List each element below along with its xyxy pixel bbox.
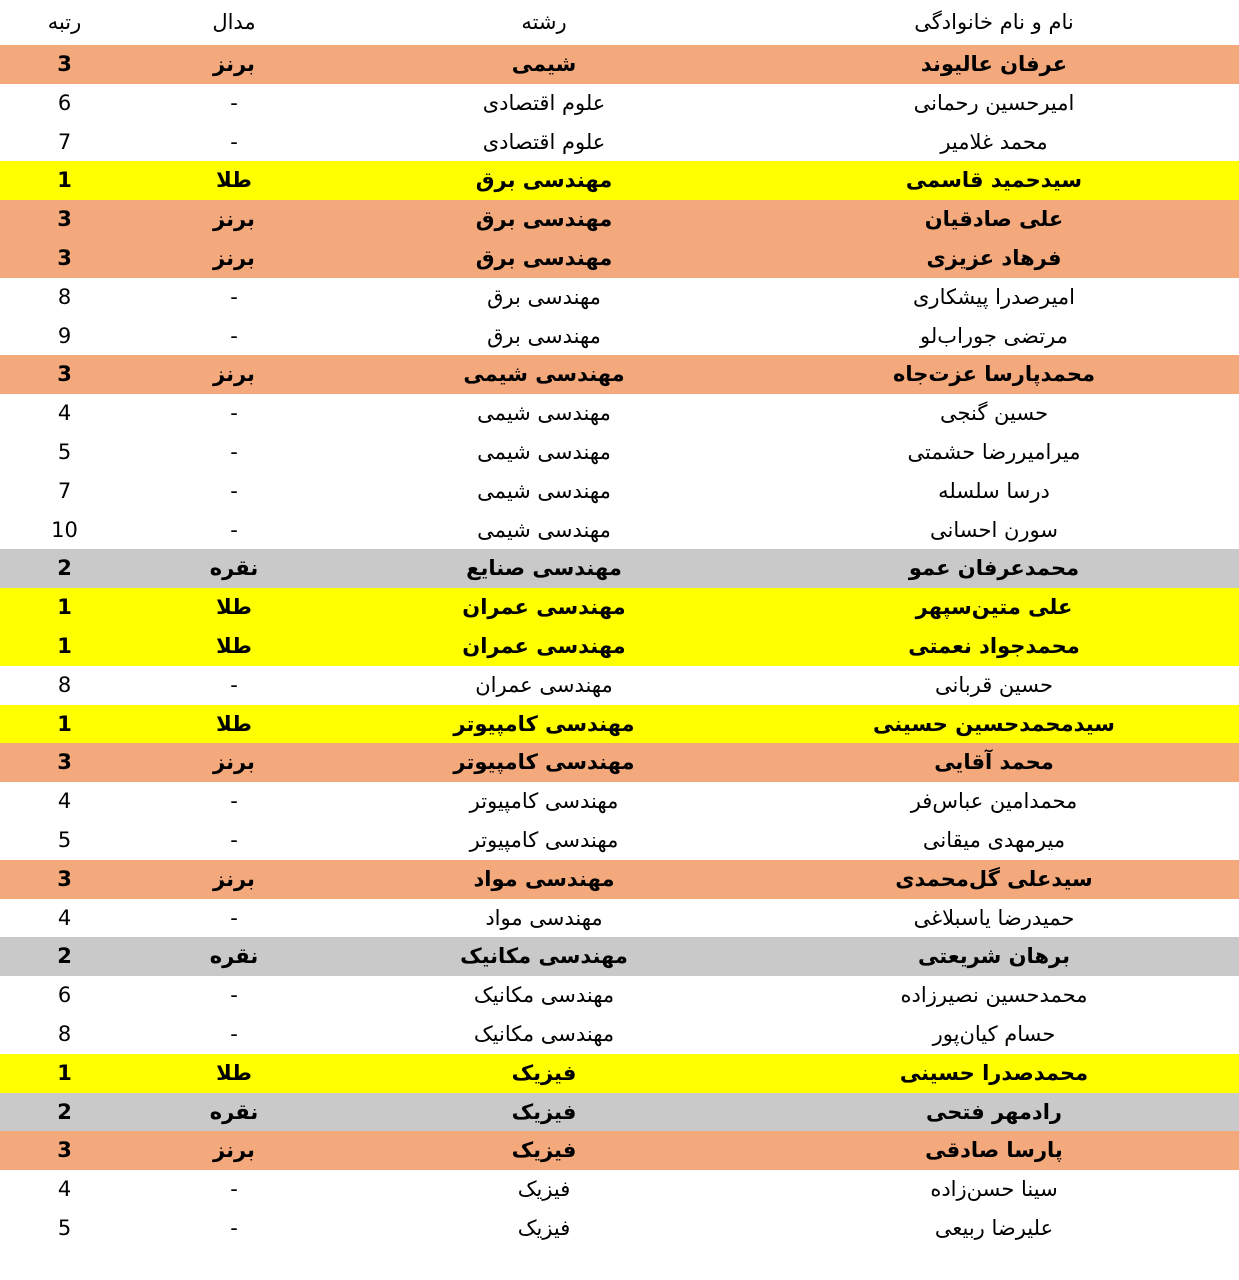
cell-medal: برنز <box>129 1131 339 1170</box>
cell-name: حسام کیان‌پور <box>749 1015 1239 1054</box>
cell-rank: 3 <box>0 200 129 239</box>
cell-rank: 1 <box>0 705 129 744</box>
cell-field: مهندسی شیمی <box>339 355 749 394</box>
cell-rank: 6 <box>0 976 129 1015</box>
column-header-name: نام و نام خانوادگی <box>749 0 1239 45</box>
cell-field: مهندسی کامپیوتر <box>339 782 749 821</box>
table-row <box>0 588 1239 627</box>
cell-medal: - <box>129 84 339 123</box>
cell-field: مهندسی شیمی <box>339 433 749 472</box>
cell-field: مهندسی کامپیوتر <box>339 705 749 744</box>
table-row <box>0 511 1239 550</box>
cell-medal: - <box>129 278 339 317</box>
cell-medal: - <box>129 821 339 860</box>
cell-name: علیرضا ربیعی <box>749 1209 1239 1248</box>
cell-field: مهندسی مواد <box>339 899 749 938</box>
cell-field: مهندسی مکانیک <box>339 976 749 1015</box>
table-row <box>0 1131 1239 1170</box>
cell-medal: - <box>129 394 339 433</box>
cell-rank: 8 <box>0 1015 129 1054</box>
cell-rank: 1 <box>0 627 129 666</box>
table-row <box>0 433 1239 472</box>
cell-name: سینا حسن‌زاده <box>749 1170 1239 1209</box>
cell-medal: - <box>129 976 339 1015</box>
table-row <box>0 1054 1239 1093</box>
cell-medal: برنز <box>129 743 339 782</box>
cell-rank: 4 <box>0 1170 129 1209</box>
table-row <box>0 1093 1239 1132</box>
cell-medal: طلا <box>129 627 339 666</box>
cell-medal: برنز <box>129 860 339 899</box>
cell-rank: 2 <box>0 549 129 588</box>
table-row <box>0 937 1239 976</box>
cell-rank: 5 <box>0 433 129 472</box>
table-row <box>0 1170 1239 1209</box>
cell-medal: طلا <box>129 161 339 200</box>
cell-field: مهندسی برق <box>339 239 749 278</box>
table-row <box>0 705 1239 744</box>
cell-name: سیدحمید قاسمی <box>749 161 1239 200</box>
table-row <box>0 317 1239 356</box>
cell-field: مهندسی عمران <box>339 666 749 705</box>
table-row <box>0 860 1239 899</box>
cell-medal: طلا <box>129 1054 339 1093</box>
table-row <box>0 976 1239 1015</box>
cell-field: فیزیک <box>339 1054 749 1093</box>
cell-name: حسین گنجی <box>749 394 1239 433</box>
table-row <box>0 899 1239 938</box>
cell-rank: 4 <box>0 899 129 938</box>
cell-medal: نقره <box>129 549 339 588</box>
cell-rank: 3 <box>0 355 129 394</box>
table-row <box>0 821 1239 860</box>
cell-field: علوم اقتصادی <box>339 123 749 162</box>
table-header-row <box>0 0 1239 45</box>
table-row <box>0 782 1239 821</box>
table-row <box>0 1209 1239 1248</box>
cell-rank: 5 <box>0 1209 129 1248</box>
cell-field: مهندسی برق <box>339 278 749 317</box>
table-row <box>0 123 1239 162</box>
cell-medal: برنز <box>129 239 339 278</box>
cell-rank: 8 <box>0 278 129 317</box>
cell-name: پارسا صادقی <box>749 1131 1239 1170</box>
cell-field: مهندسی برق <box>339 161 749 200</box>
cell-medal: - <box>129 123 339 162</box>
cell-name: علی صادقیان <box>749 200 1239 239</box>
cell-name: امیرصدرا پیشکاری <box>749 278 1239 317</box>
cell-field: مهندسی شیمی <box>339 394 749 433</box>
table-row <box>0 355 1239 394</box>
cell-name: فرهاد عزیزی <box>749 239 1239 278</box>
cell-medal: - <box>129 472 339 511</box>
table-row <box>0 45 1239 84</box>
cell-field: فیزیک <box>339 1131 749 1170</box>
cell-name: محمد آقایی <box>749 743 1239 782</box>
cell-field: فیزیک <box>339 1170 749 1209</box>
cell-rank: 2 <box>0 1093 129 1132</box>
cell-rank: 1 <box>0 1054 129 1093</box>
cell-rank: 3 <box>0 239 129 278</box>
cell-medal: برنز <box>129 355 339 394</box>
cell-name: میرمهدی میقانی <box>749 821 1239 860</box>
cell-medal: - <box>129 899 339 938</box>
cell-name: محمدپارسا عزت‌جاه <box>749 355 1239 394</box>
cell-name: حسین قربانی <box>749 666 1239 705</box>
table-row <box>0 161 1239 200</box>
cell-rank: 1 <box>0 588 129 627</box>
cell-field: مهندسی برق <box>339 317 749 356</box>
cell-medal: نقره <box>129 1093 339 1132</box>
cell-field: مهندسی مکانیک <box>339 937 749 976</box>
cell-medal: طلا <box>129 588 339 627</box>
cell-field: فیزیک <box>339 1209 749 1248</box>
cell-rank: 3 <box>0 743 129 782</box>
cell-field: مهندسی شیمی <box>339 472 749 511</box>
cell-medal: - <box>129 317 339 356</box>
cell-medal: برنز <box>129 200 339 239</box>
table-row <box>0 239 1239 278</box>
cell-name: حمیدرضا یاسبلاغی <box>749 899 1239 938</box>
cell-name: عرفان عالیوند <box>749 45 1239 84</box>
table-row <box>0 549 1239 588</box>
cell-name: محمدصدرا حسینی <box>749 1054 1239 1093</box>
column-header-field: رشته <box>339 0 749 45</box>
cell-rank: 3 <box>0 45 129 84</box>
table-row <box>0 472 1239 511</box>
cell-field: مهندسی کامپیوتر <box>339 821 749 860</box>
table-row <box>0 84 1239 123</box>
cell-medal: - <box>129 666 339 705</box>
cell-field: مهندسی برق <box>339 200 749 239</box>
column-header-rank: رتبه <box>0 0 129 45</box>
cell-name: میرامیررضا حشمتی <box>749 433 1239 472</box>
cell-field: مهندسی کامپیوتر <box>339 743 749 782</box>
table-row <box>0 743 1239 782</box>
cell-name: درسا سلسله <box>749 472 1239 511</box>
cell-rank: 4 <box>0 782 129 821</box>
cell-field: شیمی <box>339 45 749 84</box>
cell-name: محمد غلامیر <box>749 123 1239 162</box>
cell-medal: - <box>129 511 339 550</box>
cell-medal: - <box>129 1015 339 1054</box>
table-row <box>0 1015 1239 1054</box>
table-row <box>0 666 1239 705</box>
cell-name: رادمهر فتحی <box>749 1093 1239 1132</box>
table-row <box>0 627 1239 666</box>
cell-medal: نقره <box>129 937 339 976</box>
cell-field: مهندسی عمران <box>339 627 749 666</box>
table-row <box>0 394 1239 433</box>
cell-medal: طلا <box>129 705 339 744</box>
cell-name: برهان شریعتی <box>749 937 1239 976</box>
cell-rank: 7 <box>0 123 129 162</box>
cell-medal: - <box>129 782 339 821</box>
cell-name: علی متین‌سپهر <box>749 588 1239 627</box>
table-row <box>0 200 1239 239</box>
cell-name: محمدجواد نعمتی <box>749 627 1239 666</box>
cell-name: امیرحسین رحمانی <box>749 84 1239 123</box>
table-row <box>0 278 1239 317</box>
cell-field: فیزیک <box>339 1093 749 1132</box>
cell-name: محمدامین عباس‌فر <box>749 782 1239 821</box>
cell-rank: 8 <box>0 666 129 705</box>
cell-rank: 10 <box>0 511 129 550</box>
cell-rank: 5 <box>0 821 129 860</box>
cell-rank: 3 <box>0 860 129 899</box>
cell-medal: - <box>129 1209 339 1248</box>
cell-name: مرتضی جوراب‌لو <box>749 317 1239 356</box>
cell-rank: 7 <box>0 472 129 511</box>
table-header <box>0 0 1239 45</box>
cell-name: محمدحسین نصیرزاده <box>749 976 1239 1015</box>
cell-rank: 4 <box>0 394 129 433</box>
cell-field: مهندسی صنایع <box>339 549 749 588</box>
cell-rank: 2 <box>0 937 129 976</box>
cell-field: مهندسی مواد <box>339 860 749 899</box>
cell-rank: 1 <box>0 161 129 200</box>
cell-field: مهندسی عمران <box>339 588 749 627</box>
cell-field: مهندسی شیمی <box>339 511 749 550</box>
cell-medal: برنز <box>129 45 339 84</box>
cell-name: سورن احسانی <box>749 511 1239 550</box>
cell-name: سیدعلی گل‌محمدی <box>749 860 1239 899</box>
cell-field: مهندسی مکانیک <box>339 1015 749 1054</box>
cell-medal: - <box>129 1170 339 1209</box>
cell-name: سیدمحمدحسین حسینی <box>749 705 1239 744</box>
cell-name: محمدعرفان عمو <box>749 549 1239 588</box>
column-header-medal: مدال <box>129 0 339 45</box>
cell-medal: - <box>129 433 339 472</box>
cell-rank: 6 <box>0 84 129 123</box>
cell-rank: 3 <box>0 1131 129 1170</box>
table-body <box>0 45 1239 1248</box>
cell-rank: 9 <box>0 317 129 356</box>
cell-field: علوم اقتصادی <box>339 84 749 123</box>
